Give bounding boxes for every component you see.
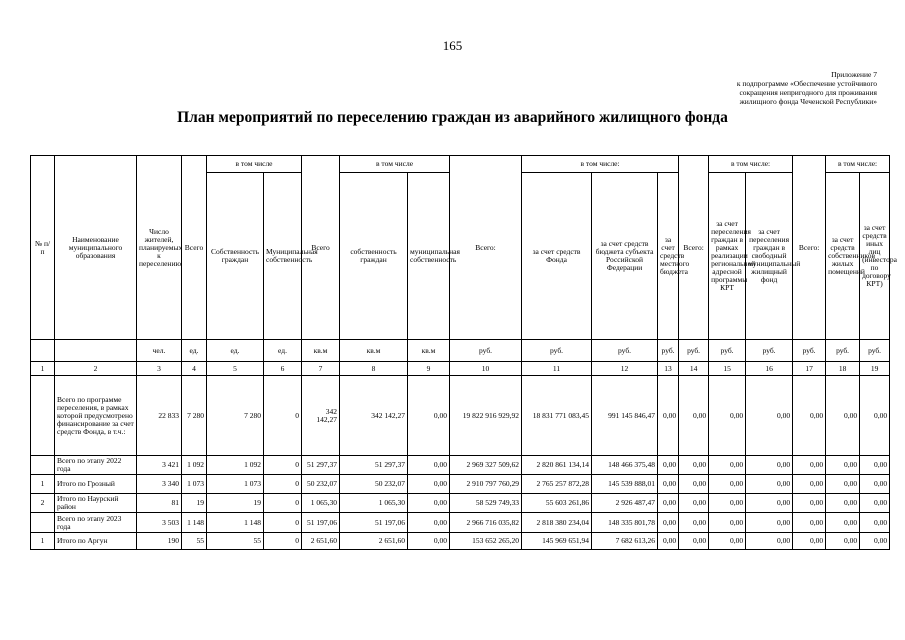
resettlement-plan-table — [30, 155, 897, 550]
header-cell: Всего — [182, 156, 207, 340]
units-cell: руб. — [709, 340, 746, 362]
table-cell: 0,00 — [658, 475, 679, 494]
index-cell: 6 — [264, 362, 302, 376]
index-cell: 15 — [709, 362, 746, 376]
header-cell: за счет средств Фонда — [522, 173, 592, 340]
index-cell: 10 — [450, 362, 522, 376]
table-cell: 0,00 — [679, 513, 709, 533]
header-cell: Всего: — [450, 156, 522, 340]
table-cell: 7 280 — [182, 376, 207, 456]
table-cell — [31, 376, 55, 456]
index-cell: 7 — [302, 362, 340, 376]
table-cell: 55 603 261,86 — [522, 494, 592, 513]
table-cell: 58 529 749,33 — [450, 494, 522, 513]
table-cell: 0,00 — [658, 494, 679, 513]
table-cell: 0 — [264, 533, 302, 550]
table-cell: 0 — [264, 513, 302, 533]
table-cell: 0,00 — [746, 494, 793, 513]
table-cell: 0,00 — [860, 494, 890, 513]
table-cell: 0,00 — [709, 533, 746, 550]
table-cell: 0,00 — [793, 494, 826, 513]
units-cell: руб. — [860, 340, 890, 362]
table-cell: 1 148 — [207, 513, 264, 533]
header-cell: Муниципальная собственность — [264, 173, 302, 340]
table-cell: 1 065,30 — [340, 494, 408, 513]
index-cell: 3 — [137, 362, 182, 376]
table-cell: 0,00 — [793, 376, 826, 456]
table-cell: 2 651,60 — [302, 533, 340, 550]
table-cell: 1 073 — [207, 475, 264, 494]
table-cell: 18 831 771 083,45 — [522, 376, 592, 456]
table-cell: 0,00 — [826, 513, 860, 533]
table-cell: 1 148 — [182, 513, 207, 533]
table-cell — [31, 513, 55, 533]
table-cell: Всего по программе переселения, в рамках которой предусмотрено финансирование за счет средств Фонда, в т.ч.: — [55, 376, 137, 456]
table-cell: 0,00 — [860, 513, 890, 533]
units-cell: кв.м — [340, 340, 408, 362]
index-cell: 5 — [207, 362, 264, 376]
header-cell: за счет средств бюджета субъекта Российской Федерации — [592, 173, 658, 340]
header-cell: Наименование муниципального образования — [55, 156, 137, 340]
units-cell: руб. — [658, 340, 679, 362]
table-row — [31, 475, 890, 494]
table-cell: 0,00 — [793, 533, 826, 550]
table-cell: 0,00 — [679, 494, 709, 513]
appendix-line: Приложение 7 — [831, 70, 877, 79]
table-cell: 0,00 — [746, 475, 793, 494]
table-cell: 3 421 — [137, 456, 182, 475]
table-cell: 2 820 861 134,14 — [522, 456, 592, 475]
table-cell: 0,00 — [408, 533, 450, 550]
table-cell: 3 503 — [137, 513, 182, 533]
index-cell: 8 — [340, 362, 408, 376]
table-cell: 22 833 — [137, 376, 182, 456]
index-cell: 2 — [55, 362, 137, 376]
table-cell: 0,00 — [679, 376, 709, 456]
index-cell: 1 — [31, 362, 55, 376]
table-cell: 0 — [264, 494, 302, 513]
table-cell: 0,00 — [793, 513, 826, 533]
table-cell: 0,00 — [408, 475, 450, 494]
table-cell: 2 910 797 760,29 — [450, 475, 522, 494]
table-cell: 0,00 — [826, 494, 860, 513]
table-cell: 51 297,37 — [340, 456, 408, 475]
table-cell: 0,00 — [709, 456, 746, 475]
header-group-cell: в том числе: — [522, 156, 679, 173]
header-cell: № п/п — [31, 156, 55, 340]
header-cell: за счет переселения граждан в свободный муниципальный жилищный фонд — [746, 173, 793, 340]
table-cell: 0,00 — [860, 456, 890, 475]
units-cell: кв.м — [302, 340, 340, 362]
table-row — [31, 513, 890, 533]
table-cell: 0,00 — [658, 513, 679, 533]
table-cell: 0,00 — [709, 513, 746, 533]
units-cell: руб. — [592, 340, 658, 362]
table-cell: 2 966 716 035,82 — [450, 513, 522, 533]
table-row — [31, 376, 890, 456]
units-cell: ед. — [264, 340, 302, 362]
units-cell: ед. — [207, 340, 264, 362]
units-cell: руб. — [793, 340, 826, 362]
table-cell: 0 — [264, 376, 302, 456]
header-cell: за счет переселения граждан в рамках реализации региональной адресной программы КРТ — [709, 173, 746, 340]
column-index-row — [31, 362, 890, 376]
index-cell: 4 — [182, 362, 207, 376]
header-row-subgroups — [31, 156, 890, 173]
table-cell: 0,00 — [826, 376, 860, 456]
header-cell: Собственность граждан — [207, 173, 264, 340]
table-cell: 0,00 — [658, 376, 679, 456]
index-cell: 14 — [679, 362, 709, 376]
table-cell: 0,00 — [709, 475, 746, 494]
table-cell: 0,00 — [860, 475, 890, 494]
units-cell — [31, 340, 55, 362]
table-cell: 2 — [31, 494, 55, 513]
table-cell: 145 969 651,94 — [522, 533, 592, 550]
header-cell: собственность граждан — [340, 173, 408, 340]
table-cell: Всего по этапу 2023 года — [55, 513, 137, 533]
table-cell: 19 — [207, 494, 264, 513]
table-cell: 0,00 — [709, 494, 746, 513]
table-cell: Всего по этапу 2022 года — [55, 456, 137, 475]
table-cell: Итого по Аргун — [55, 533, 137, 550]
table-cell: 0,00 — [826, 456, 860, 475]
units-cell: руб. — [746, 340, 793, 362]
table-cell: 0 — [264, 456, 302, 475]
table-cell: Итого по Грозный — [55, 475, 137, 494]
table-cell: 1 092 — [182, 456, 207, 475]
table-cell: 0,00 — [679, 456, 709, 475]
table-cell — [31, 456, 55, 475]
table-cell: 19 — [182, 494, 207, 513]
table-cell: 1 — [31, 533, 55, 550]
units-cell: руб. — [450, 340, 522, 362]
table-cell: 2 818 380 234,04 — [522, 513, 592, 533]
table-row — [31, 533, 890, 550]
table-cell: 81 — [137, 494, 182, 513]
table-row — [31, 456, 890, 475]
table-cell: 2 651,60 — [340, 533, 408, 550]
table-cell: 148 466 375,48 — [592, 456, 658, 475]
table-cell: 1 073 — [182, 475, 207, 494]
table-cell: 55 — [182, 533, 207, 550]
table-cell: 0,00 — [408, 494, 450, 513]
header-cell: Всего — [302, 156, 340, 340]
table-cell: 0,00 — [746, 533, 793, 550]
appendix-line: к подпрограмме «Обеспечение устойчивого — [736, 79, 877, 88]
table-cell: 50 232,07 — [302, 475, 340, 494]
units-cell: руб. — [826, 340, 860, 362]
header-group-cell: в том числе: — [709, 156, 793, 173]
table-cell: 145 539 888,01 — [592, 475, 658, 494]
units-cell: чел. — [137, 340, 182, 362]
table-cell: 50 232,07 — [340, 475, 408, 494]
table-cell: 342 142,27 — [340, 376, 408, 456]
table-cell: 7 682 613,26 — [592, 533, 658, 550]
table-row — [31, 494, 890, 513]
document-title: План мероприятий по переселению граждан из аварийного жилищного фонда — [177, 109, 728, 126]
table-cell: 0,00 — [658, 456, 679, 475]
table-cell: 153 652 265,20 — [450, 533, 522, 550]
table-cell: 3 340 — [137, 475, 182, 494]
table-cell: 0,00 — [408, 376, 450, 456]
index-cell: 11 — [522, 362, 592, 376]
index-cell: 18 — [826, 362, 860, 376]
table-cell: 0,00 — [746, 376, 793, 456]
table-cell: 342 142,27 — [302, 376, 340, 456]
table-cell: 0,00 — [679, 475, 709, 494]
table-cell: 2 926 487,47 — [592, 494, 658, 513]
index-cell: 17 — [793, 362, 826, 376]
header-group-cell: в том числе: — [826, 156, 890, 173]
table-cell: 991 145 846,47 — [592, 376, 658, 456]
table-cell: 0,00 — [826, 533, 860, 550]
units-cell: руб. — [522, 340, 592, 362]
table-cell: 51 197,06 — [340, 513, 408, 533]
table-cell: 0,00 — [709, 376, 746, 456]
units-cell: руб. — [679, 340, 709, 362]
index-cell: 16 — [746, 362, 793, 376]
appendix-line: жилищного фонда Чеченской Республики» — [739, 97, 877, 106]
table-cell: 2 969 327 509,62 — [450, 456, 522, 475]
units-cell — [55, 340, 137, 362]
header-cell: за счет средств местного бюджета — [658, 173, 679, 340]
header-cell: Всего: — [793, 156, 826, 340]
table-cell: 148 335 801,78 — [592, 513, 658, 533]
units-cell: ед. — [182, 340, 207, 362]
table-cell: 0,00 — [860, 376, 890, 456]
table-cell: 1 — [31, 475, 55, 494]
table-cell: 0,00 — [860, 533, 890, 550]
table-cell: 190 — [137, 533, 182, 550]
table-cell: 55 — [207, 533, 264, 550]
header-cell: муниципальная собственность — [408, 173, 450, 340]
table-cell: 0,00 — [658, 533, 679, 550]
header-group-cell: в том числе — [340, 156, 450, 173]
appendix-line: сокращения непригодного для проживания — [739, 88, 877, 97]
table-cell: 0,00 — [826, 475, 860, 494]
table-cell: 51 197,06 — [302, 513, 340, 533]
index-cell: 9 — [408, 362, 450, 376]
table-cell: 0,00 — [793, 475, 826, 494]
table-cell: 0,00 — [746, 456, 793, 475]
table-cell: 0,00 — [679, 533, 709, 550]
header-cell: Число жителей, планируемых к переселению — [137, 156, 182, 340]
table-cell: 51 297,37 — [302, 456, 340, 475]
table-cell: 0,00 — [746, 513, 793, 533]
table-cell: 0,00 — [793, 456, 826, 475]
header-cell: Всего: — [679, 156, 709, 340]
appendix-note — [647, 70, 877, 106]
table-cell: 0,00 — [408, 456, 450, 475]
header-group-cell: в том числе — [207, 156, 302, 173]
header-cell: за счет средств собственников жилых помещений — [826, 173, 860, 340]
index-cell: 13 — [658, 362, 679, 376]
index-cell: 12 — [592, 362, 658, 376]
page-number: 165 — [442, 38, 463, 53]
table-cell: 2 765 257 872,28 — [522, 475, 592, 494]
header-cell: за счет средств иных лиц (инвестора по договору КРТ) — [860, 173, 890, 340]
table-cell: 1 092 — [207, 456, 264, 475]
units-row — [31, 340, 890, 362]
table-cell: 0 — [264, 475, 302, 494]
table-cell: Итого по Наурский район — [55, 494, 137, 513]
table-cell: 1 065,30 — [302, 494, 340, 513]
index-cell: 19 — [860, 362, 890, 376]
table-cell: 0,00 — [408, 513, 450, 533]
table-cell: 7 280 — [207, 376, 264, 456]
table-cell: 19 822 916 929,92 — [450, 376, 522, 456]
units-cell: кв.м — [408, 340, 450, 362]
